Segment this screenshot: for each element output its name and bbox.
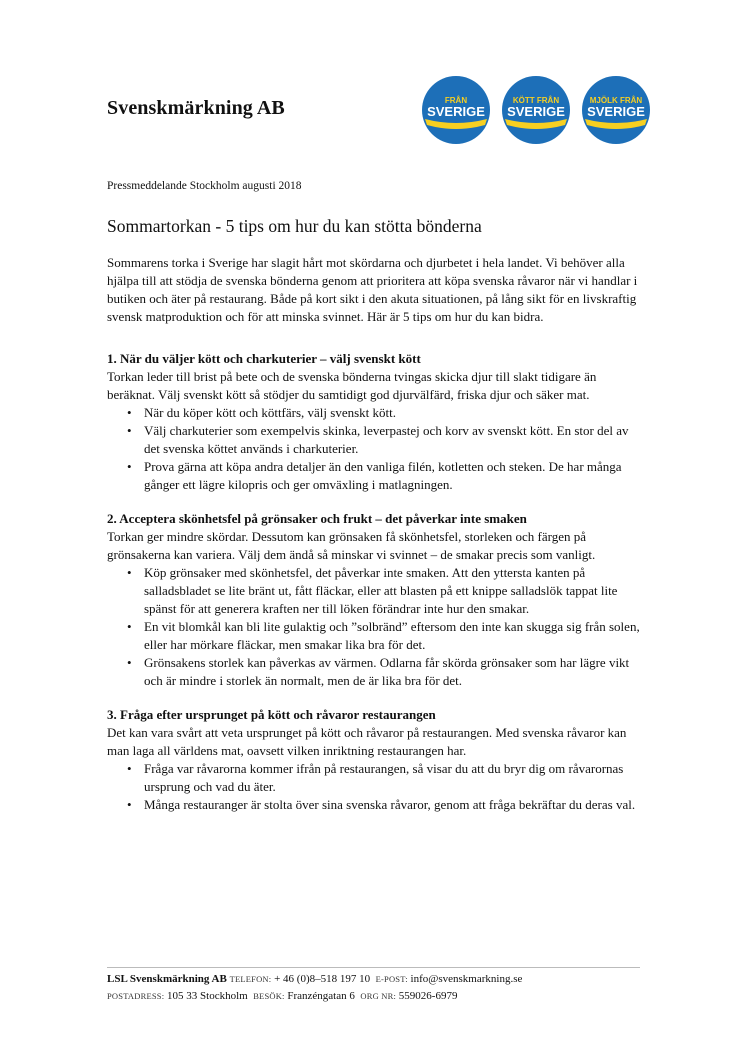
list-item xyxy=(107,796,647,814)
list-item-text: En vit blomkål kan bli lite gulaktig och ”solbränd” eftersom den inte kan skugga sig från solen, eller har mörkare fläckar, men smakar lika bra för det. xyxy=(144,619,640,652)
bullet-icon: • xyxy=(127,565,132,580)
intro-paragraph: Sommarens torka i Sverige har slagit hårt mot skördarna och djurbetet i hela landet. Vi behöver alla hjälpa till att stödja de svenska bönderna genom att prioritera att köpa svenska råvaror när vi handlar i butiken och äter på restaurang. Både på kort sikt i den akuta situationen, på lång sikt för en livskraftig svensk matproduktion och för att minska svinnet. Här är 5 tips om hur du kan bidra. xyxy=(107,255,638,324)
list-item xyxy=(107,760,647,796)
list-item-text: Köp grönsaker med skönhetsfel, det påverkar inte smaken. Att den yttersta kanten på salladsbladet se lite bränt ut, fått fläckar, eller att blasten på ett knippe salladslök tappat lite spänst för att generera kraften ner till löken förändrar inte hur den smakar. xyxy=(144,565,618,616)
email-label: E-POST: xyxy=(375,974,408,984)
footer-org: 559026-6979 xyxy=(398,990,458,1002)
logo-line1: KÖTT FRÅN xyxy=(512,96,560,105)
headline: Sommartorkan - 5 tips om hur du kan stötta bönderna xyxy=(107,216,482,236)
article-body xyxy=(107,254,647,830)
list-item xyxy=(107,654,647,690)
section-title: 1. När du väljer kött och charkuterier – välj svenskt kött xyxy=(107,351,421,366)
tip-section-3 xyxy=(107,706,647,814)
footer xyxy=(107,967,640,1005)
list-item-text: Fråga var råvarorna kommer ifrån på restaurangen, så visar du att du bryr dig om råvarornas ursprung och vad du äter. xyxy=(144,761,624,794)
footer-line-2 xyxy=(107,988,640,1005)
bullet-list xyxy=(107,760,647,814)
bullet-icon: • xyxy=(127,619,132,634)
footer-line-1 xyxy=(107,971,640,988)
tip-section-2 xyxy=(107,510,647,690)
footer-postal: 105 33 Stockholm xyxy=(167,990,248,1002)
bullet-icon: • xyxy=(127,761,132,776)
logo-line2: SVERIGE xyxy=(507,104,565,119)
list-item xyxy=(107,564,647,618)
bullet-icon: • xyxy=(127,797,132,812)
section-body: Torkan ger mindre skördar. Dessutom kan grönsaken få skönhetsfel, storleken och färgen på grönsakerna kan variera. Välj dem ändå så minskar vi svinnet – de smakar precis som vanligt. xyxy=(107,529,596,562)
list-item-text: Välj charkuterier som exempelvis skinka, leverpastej och korv av svenskt kött. En stor del av det svenska köttet används i charkuterier. xyxy=(144,423,629,456)
list-item-text: Prova gärna att köpa andra detaljer än den vanliga filén, kotletten och steken. De har många gånger ett lägre kilopris och ger omväxling i matlagningen. xyxy=(144,459,622,492)
list-item-text: När du köper kött och köttfärs, välj svenskt kött. xyxy=(144,405,397,420)
footer-company: LSL Svenskmärkning AB xyxy=(107,973,227,985)
kott-fran-sverige-logo xyxy=(501,75,571,145)
logo-line2: SVERIGE xyxy=(587,104,645,119)
footer-phone[interactable]: + 46 (0)8–518 197 10 xyxy=(274,973,371,985)
bullet-list xyxy=(107,404,647,494)
footer-visit: Franzéngatan 6 xyxy=(287,990,355,1002)
logo-line2: SVERIGE xyxy=(427,104,485,119)
list-item xyxy=(107,404,647,422)
press-release-dateline: Pressmeddelande Stockholm augusti 2018 xyxy=(107,180,302,192)
bullet-icon: • xyxy=(127,655,132,670)
list-item-text: Grönsakens storlek kan påverkas av värmen. Odlarna får skörda grönsaker som har lägre vikt och är mindre i storlek än normalt, men de är lika bra för det. xyxy=(144,655,630,688)
list-item xyxy=(107,422,647,458)
bullet-icon: • xyxy=(127,459,132,474)
mjolk-fran-sverige-logo xyxy=(581,75,651,145)
visit-label: BESÖK: xyxy=(253,991,285,1001)
section-title: 3. Fråga efter ursprunget på kött och råvaror restaurangen xyxy=(107,707,436,722)
footer-email[interactable]: info@svenskmarkning.se xyxy=(410,973,523,985)
list-item-text: Många restauranger är stolta över sina svenska råvaror, genom att fråga bekräftar du deras val. xyxy=(144,797,636,812)
section-body: Torkan leder till brist på bete och de svenska bönderna tvingas skicka djur till slakt tidigare än beräknat. Välj svenskt kött så stödjer du samtidigt god djurvälfärd, friska djur och säker mat. xyxy=(107,369,597,402)
fran-sverige-logo xyxy=(421,75,491,145)
logo-line1: MJÖLK FRÅN xyxy=(589,96,643,105)
bullet-icon: • xyxy=(127,423,132,438)
postal-label: POSTADRESS: xyxy=(107,991,165,1001)
list-item xyxy=(107,458,647,494)
section-body: Det kan vara svårt att veta ursprunget på kött och råvaror på restaurangen. Med svenska råvaror kan man laga all världens mat, oavsett vilken inriktning restaurangen har. xyxy=(107,725,627,758)
section-title: 2. Acceptera skönhetsfel på grönsaker och frukt – det påverkar inte smaken xyxy=(107,511,527,526)
org-label: ORG NR: xyxy=(360,991,397,1001)
phone-label: TELEFON: xyxy=(229,974,272,984)
company-title: Svenskmärkning AB xyxy=(107,97,285,119)
origin-logos xyxy=(421,75,661,145)
tip-section-1 xyxy=(107,350,647,494)
logo-line1: FRÅN xyxy=(444,96,468,105)
bullet-icon: • xyxy=(127,405,132,420)
list-item xyxy=(107,618,647,654)
bullet-list xyxy=(107,564,647,690)
